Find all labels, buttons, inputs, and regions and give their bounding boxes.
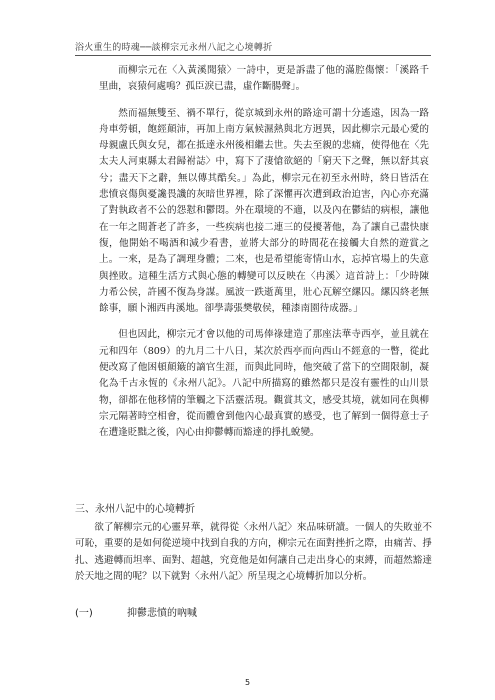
subsection-heading [75, 604, 197, 619]
section-heading: 三、永州八記中的心境轉折 [75, 504, 195, 515]
body-paragraph-2: 然而福無雙至、禍不單行，從京城到永州的路途可謂十分遙遠，因為一路舟車勞頓，飽經顛沛，再加上南方氣候濕熱與北方迥異，因此柳宗元最心愛的母親盧氏與女兒，都在抵達永州後相繼去世。失去至親的悲痛，使得他在〈先太夫人河東縣太君歸祔誌〉中，寫下了淒愴欲絕的「窮天下之聲，無以舒其哀兮；盡天下之辭，無以傳其酷矣。」為此，柳宗元在初至永州時，終日皆活在悲憤哀傷與憂讒畏譏的灰暗世界裡，除了深懼再次遭到政治迫害，內心亦充滿了對執政者不公的怨懟和鬱悶。外在環境的不適，以及內在鬱結的病根，讓他在一年之間蒼老了許多，一些疾病也接二連三的侵擾著他，為了讓自己盡快康復，他開始不喝酒和減少看書，並將大部分的時間花在接觸大自然的遊賞之上。一來，是為了調理身體；二來，也是希望能寄情山水，忘掉官場上的失意與挫敗。這種生活方式與心態的轉變可以反映在〈冉溪〉這首詩上：「少時陳力希公侯，許國不復為身謀。風波一跌逝萬里，壯心瓦解空縲囚。縲囚終老無餘事，願卜湘西冉溪地。卻學壽張樊敬侯，種漆南園待成器。」 [99, 107, 429, 315]
body-paragraph-1: 而柳宗元在〈入黃溪聞猿〉一詩中，更是訴盡了他的滿腔傷懷：「溪路千里曲，哀猿何處鳴？孤臣淚已盡，虛作斷腸聲」。 [99, 65, 429, 93]
subsection-title: 抑鬱悲憤的吶喊 [127, 608, 197, 619]
subsection-number: (一) [75, 608, 93, 619]
page-number: 5 [244, 678, 251, 687]
running-header: 浴火重生的時魂──談柳宗元永州八記之心境轉折 [75, 43, 273, 53]
header-rule [75, 55, 431, 56]
main-body [99, 63, 429, 442]
section-intro-paragraph: 欲了解柳宗元的心靈昇華，就得從〈永州八記〉來品味研讀。一個人的失敗並不可恥，重要的是如何從逆境中找到自我的方向，柳宗元在面對挫折之際，由痛苦、掙扎、逃避轉而坦率、面對、超越，究竟他是如何讓自己走出身心的束縛，而超然豁達於天地之間的呢？以下就對〈永州八記〉所呈現之心境轉折加以分析。 [75, 522, 432, 582]
body-paragraph-3: 但也因此，柳宗元才會以他的司馬俸祿建造了那座法華寺西亭，並且就在元和四年（809）的九月二十八日，某次於西亭而向西山不經意的一瞥，從此便改寫了他困頓顛簸的謫官生涯，而與此同時，他突破了當下的空間限制，凝化為千古永恆的《永州八記》。八記中所描寫的雖然都只是沒有靈性的山川景物，卻都在他移情的筆觸之下活靈活現。觀賞其文，感受其境，就如同在與柳宗元隔著時空相會，從而體會到他內心最真實的感受，也了解到一個得意士子在遭逢貶黜之後，內心由抑鬱轉而豁達的掙扎蛻變。 [99, 329, 429, 439]
